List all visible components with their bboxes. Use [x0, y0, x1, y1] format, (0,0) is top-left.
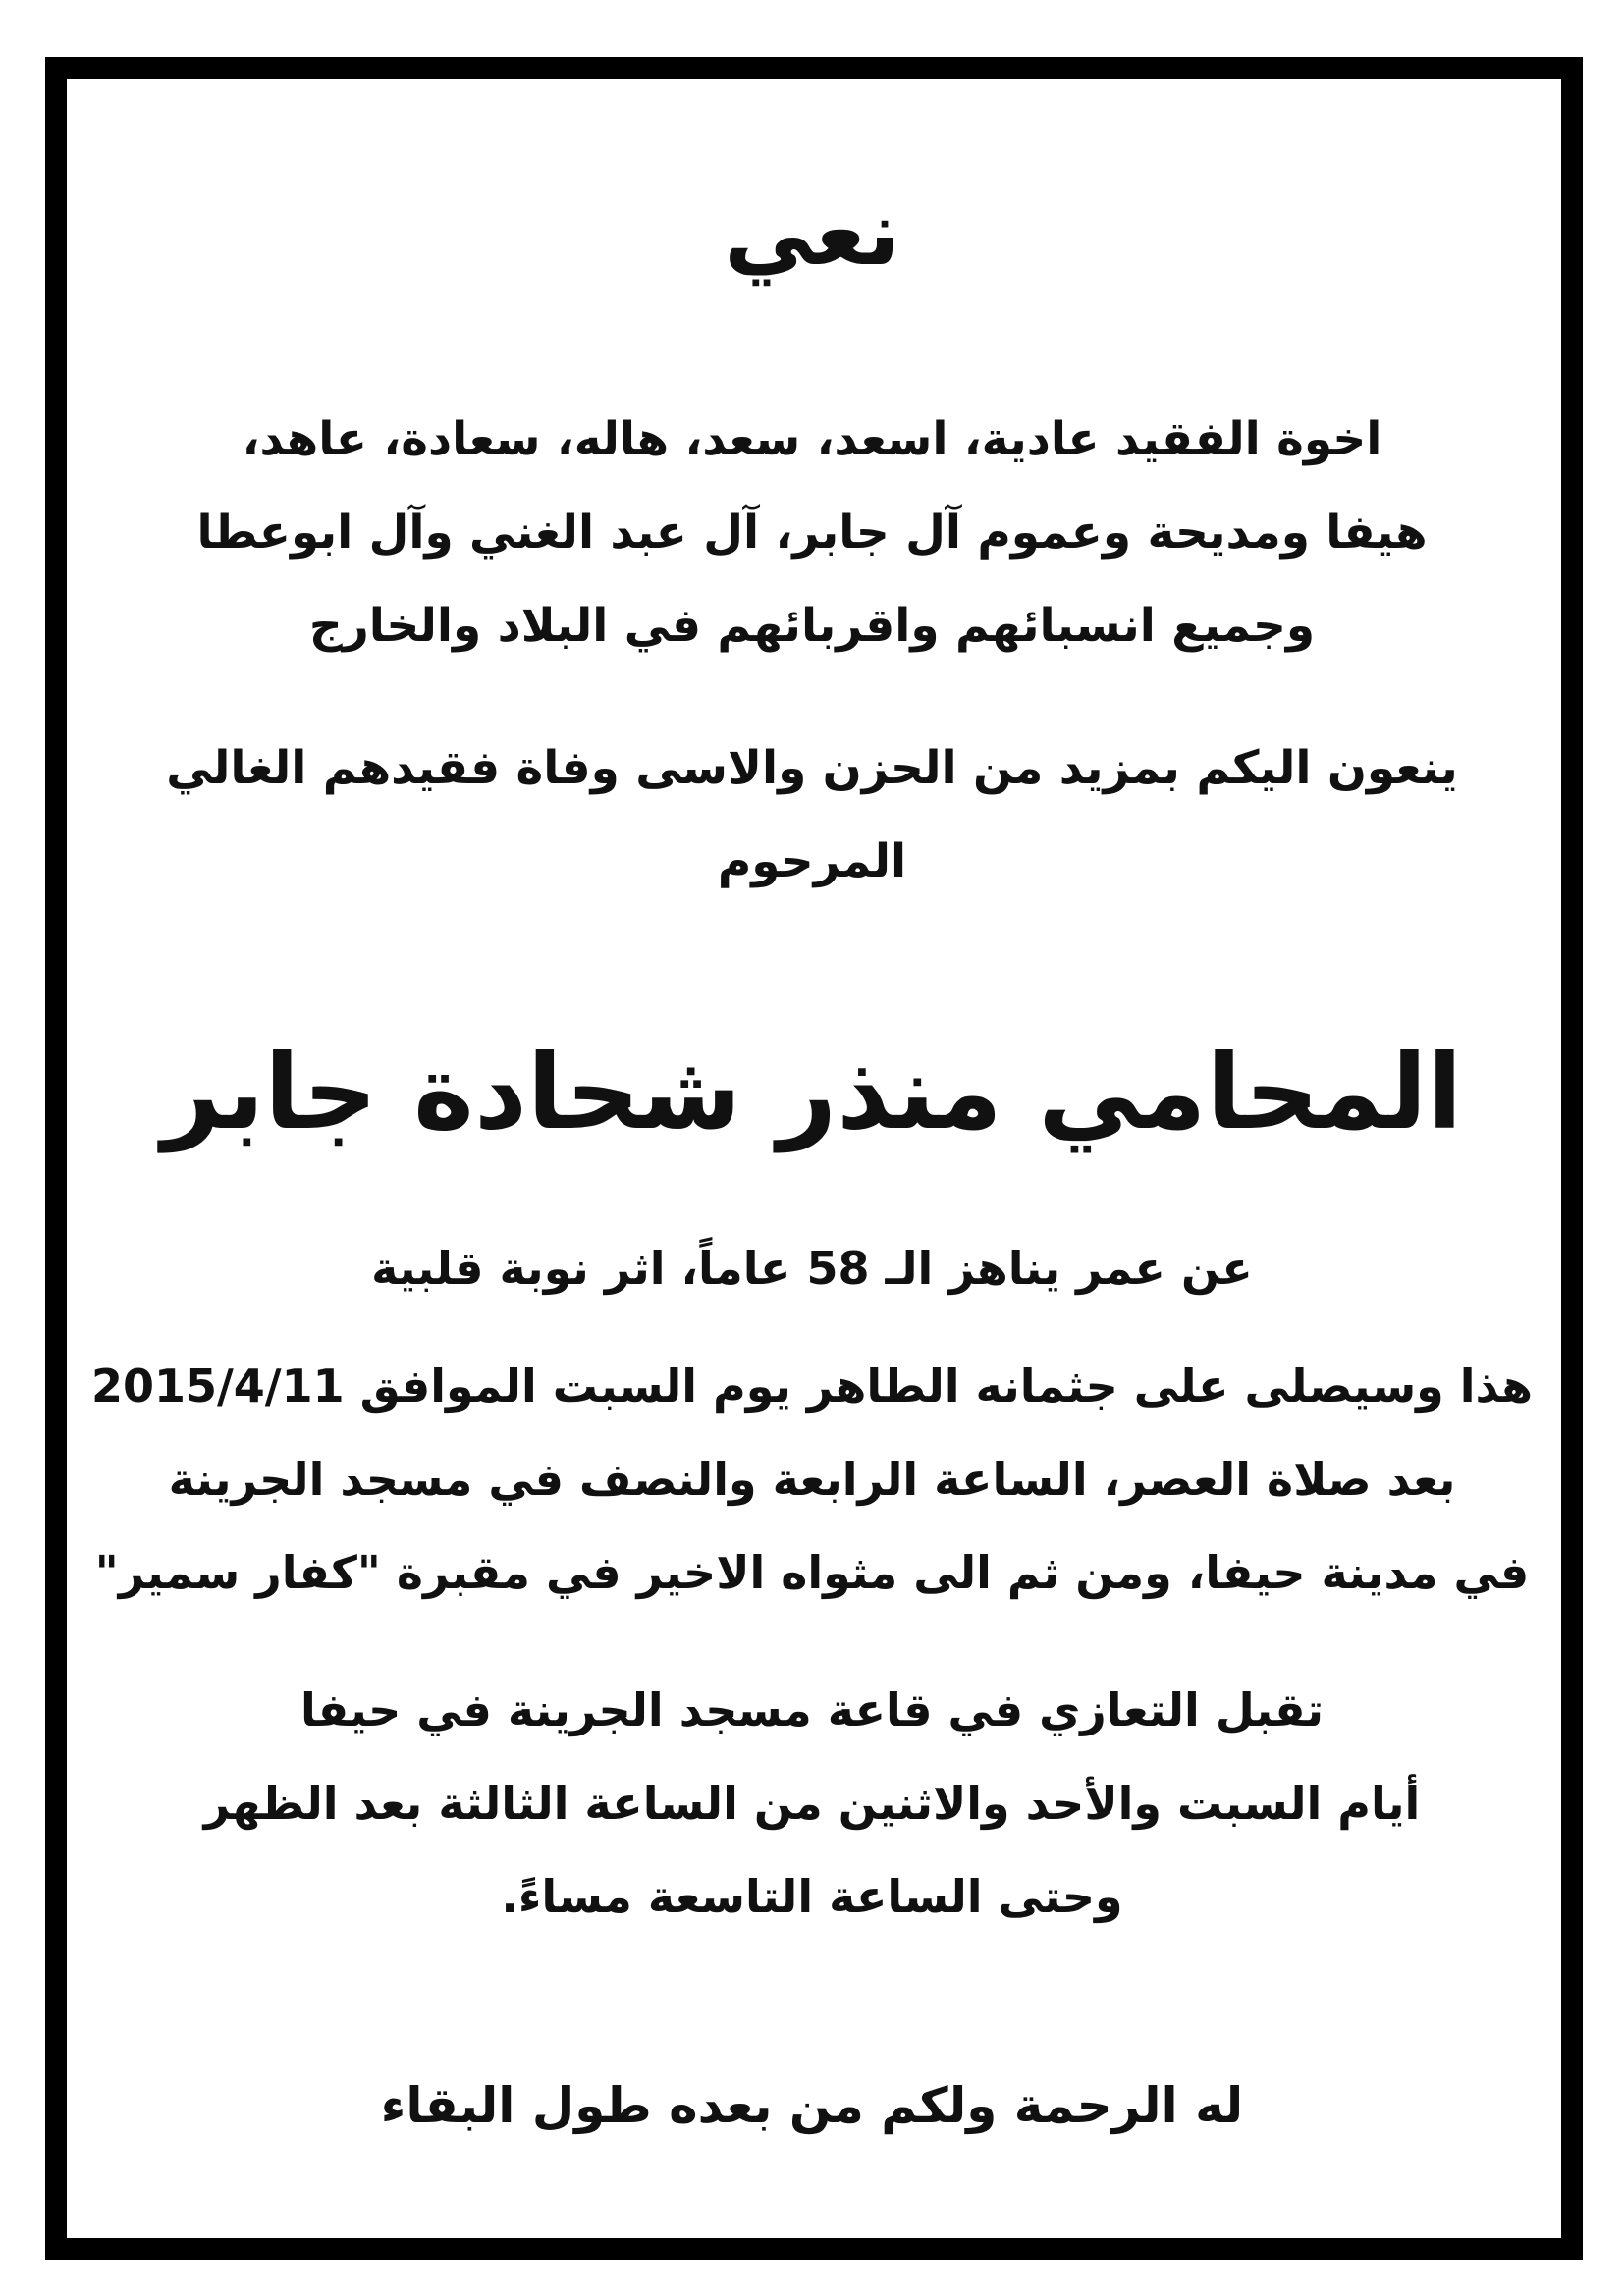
- funeral-line-1: هذا وسيصلى على جثمانه الطاهر يوم السبت الموافق 2015/4/11: [90, 1360, 1534, 1413]
- funeral-line-3: في مدينة حيفا، ومن ثم الى مثواه الاخير في مقبرة "كفار سمير": [94, 1546, 1530, 1599]
- family-line-3: وجميع انسبائهم واقربائهم في البلاد والخارج: [308, 599, 1316, 653]
- funeral-line-2: بعد صلاة العصر، الساعة الرابعة والنصف في مسجد الجرينة: [168, 1453, 1456, 1506]
- condolence-line-3: وحتى الساعة التاسعة مساءً.: [501, 1870, 1123, 1923]
- notice-title: نعي: [724, 181, 900, 286]
- age-line: عن عمر يناهز الـ 58 عاماً، اثر نوبة قلبية: [371, 1242, 1253, 1295]
- family-line-2: هيفا ومديحة وعموم آل جابر، آل عبد الغني وآل ابوعطا: [196, 506, 1428, 560]
- closing-line: له الرحمة ولكم من بعده طول البقاء: [380, 2077, 1244, 2134]
- mourning-border-frame: [45, 57, 1583, 2260]
- condolence-line-1: تقبل التعازي في قاعة مسجد الجرينة في حيفا: [299, 1683, 1325, 1736]
- condolence-line-2: أيام السبت والأحد والاثنين من الساعة الثالثة بعد الظهر: [203, 1777, 1421, 1830]
- announcement-line-2: المرحوم: [717, 834, 907, 888]
- family-line-1: اخوة الفقيد عادية، اسعد، سعد، هاله، سعادة، عاهد،: [242, 412, 1382, 466]
- announcement-line-1: ينعون اليكم بمزيد من الحزن والاسى وفاة فقيدهم الغالي: [166, 741, 1458, 795]
- deceased-name: المحامي منذر شحادة جابر: [161, 1033, 1463, 1152]
